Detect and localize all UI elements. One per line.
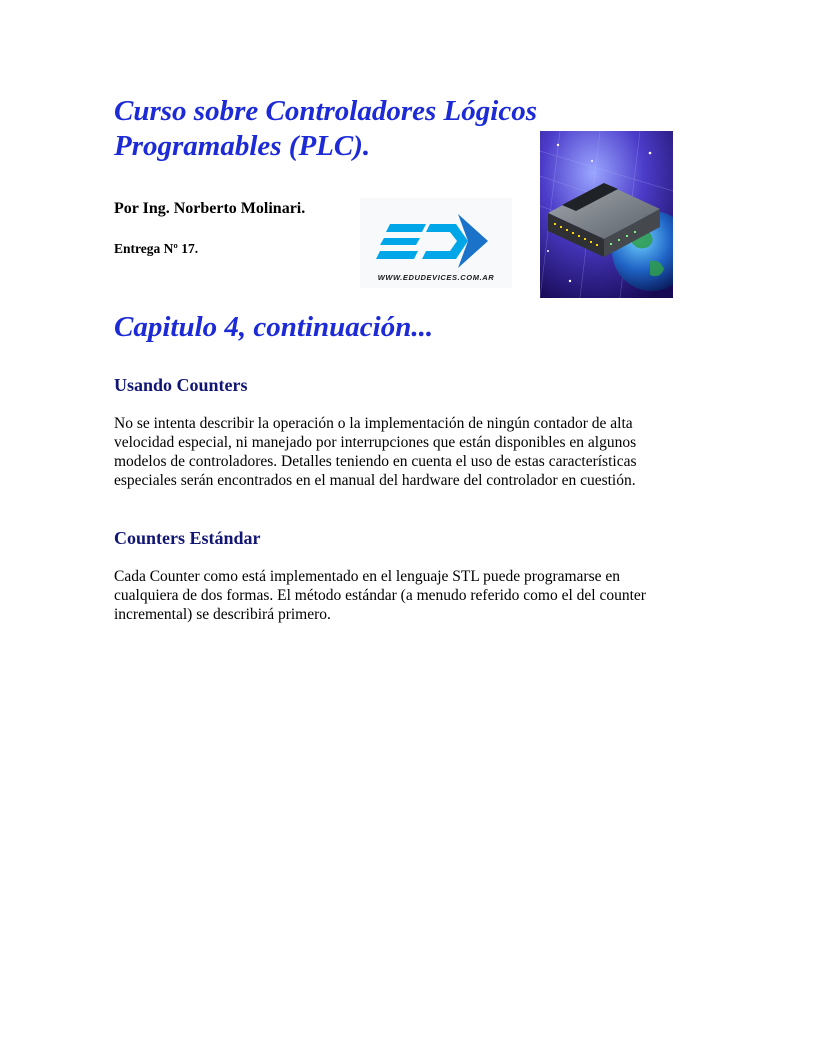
section-title-counters-estandar: Counters Estándar [114, 528, 261, 548]
paragraph-line: cualquiera de dos formas. El método estándar (a menudo referido como el del counter [114, 587, 646, 604]
page-title [114, 94, 554, 164]
chapter-title: Capitulo 4, continuación... [114, 311, 434, 343]
section-paragraph-usando-counters [114, 414, 694, 490]
section-title-usando-counters: Usando Counters [114, 375, 248, 395]
edudevices-logo [360, 198, 512, 288]
section-paragraph-counters-estandar [114, 567, 694, 624]
logo-text: WWW.EDUDEVICES.COM.AR [377, 273, 495, 282]
author-line: Por Ing. Norberto Molinari. [114, 200, 306, 217]
page-title-line-1: Curso sobre Controladores Lógicos [114, 95, 537, 127]
paragraph-line: No se intenta describir la operación o la implementación de ningún contador de alta [114, 415, 633, 432]
plc-device-image [540, 131, 673, 298]
paragraph-line: incremental) se describirá primero. [114, 606, 331, 623]
edudevices-logo-graphic [360, 198, 512, 288]
paragraph-line: velocidad especial, ni manejado por interrupciones que están disponibles en algunos [114, 434, 637, 451]
page-title-line-2: Programables (PLC). [114, 130, 371, 162]
paragraph-line: Cada Counter como está implementado en el lenguaje STL puede programarse en [114, 568, 621, 585]
issue-number: Entrega Nº 17. [114, 241, 199, 256]
paragraph-line: especiales serán encontrados en el manual del hardware del controlador en cuestión. [114, 472, 636, 489]
paragraph-line: modelos de controladores. Detalles teniendo en cuenta el uso de estas características [114, 453, 637, 470]
